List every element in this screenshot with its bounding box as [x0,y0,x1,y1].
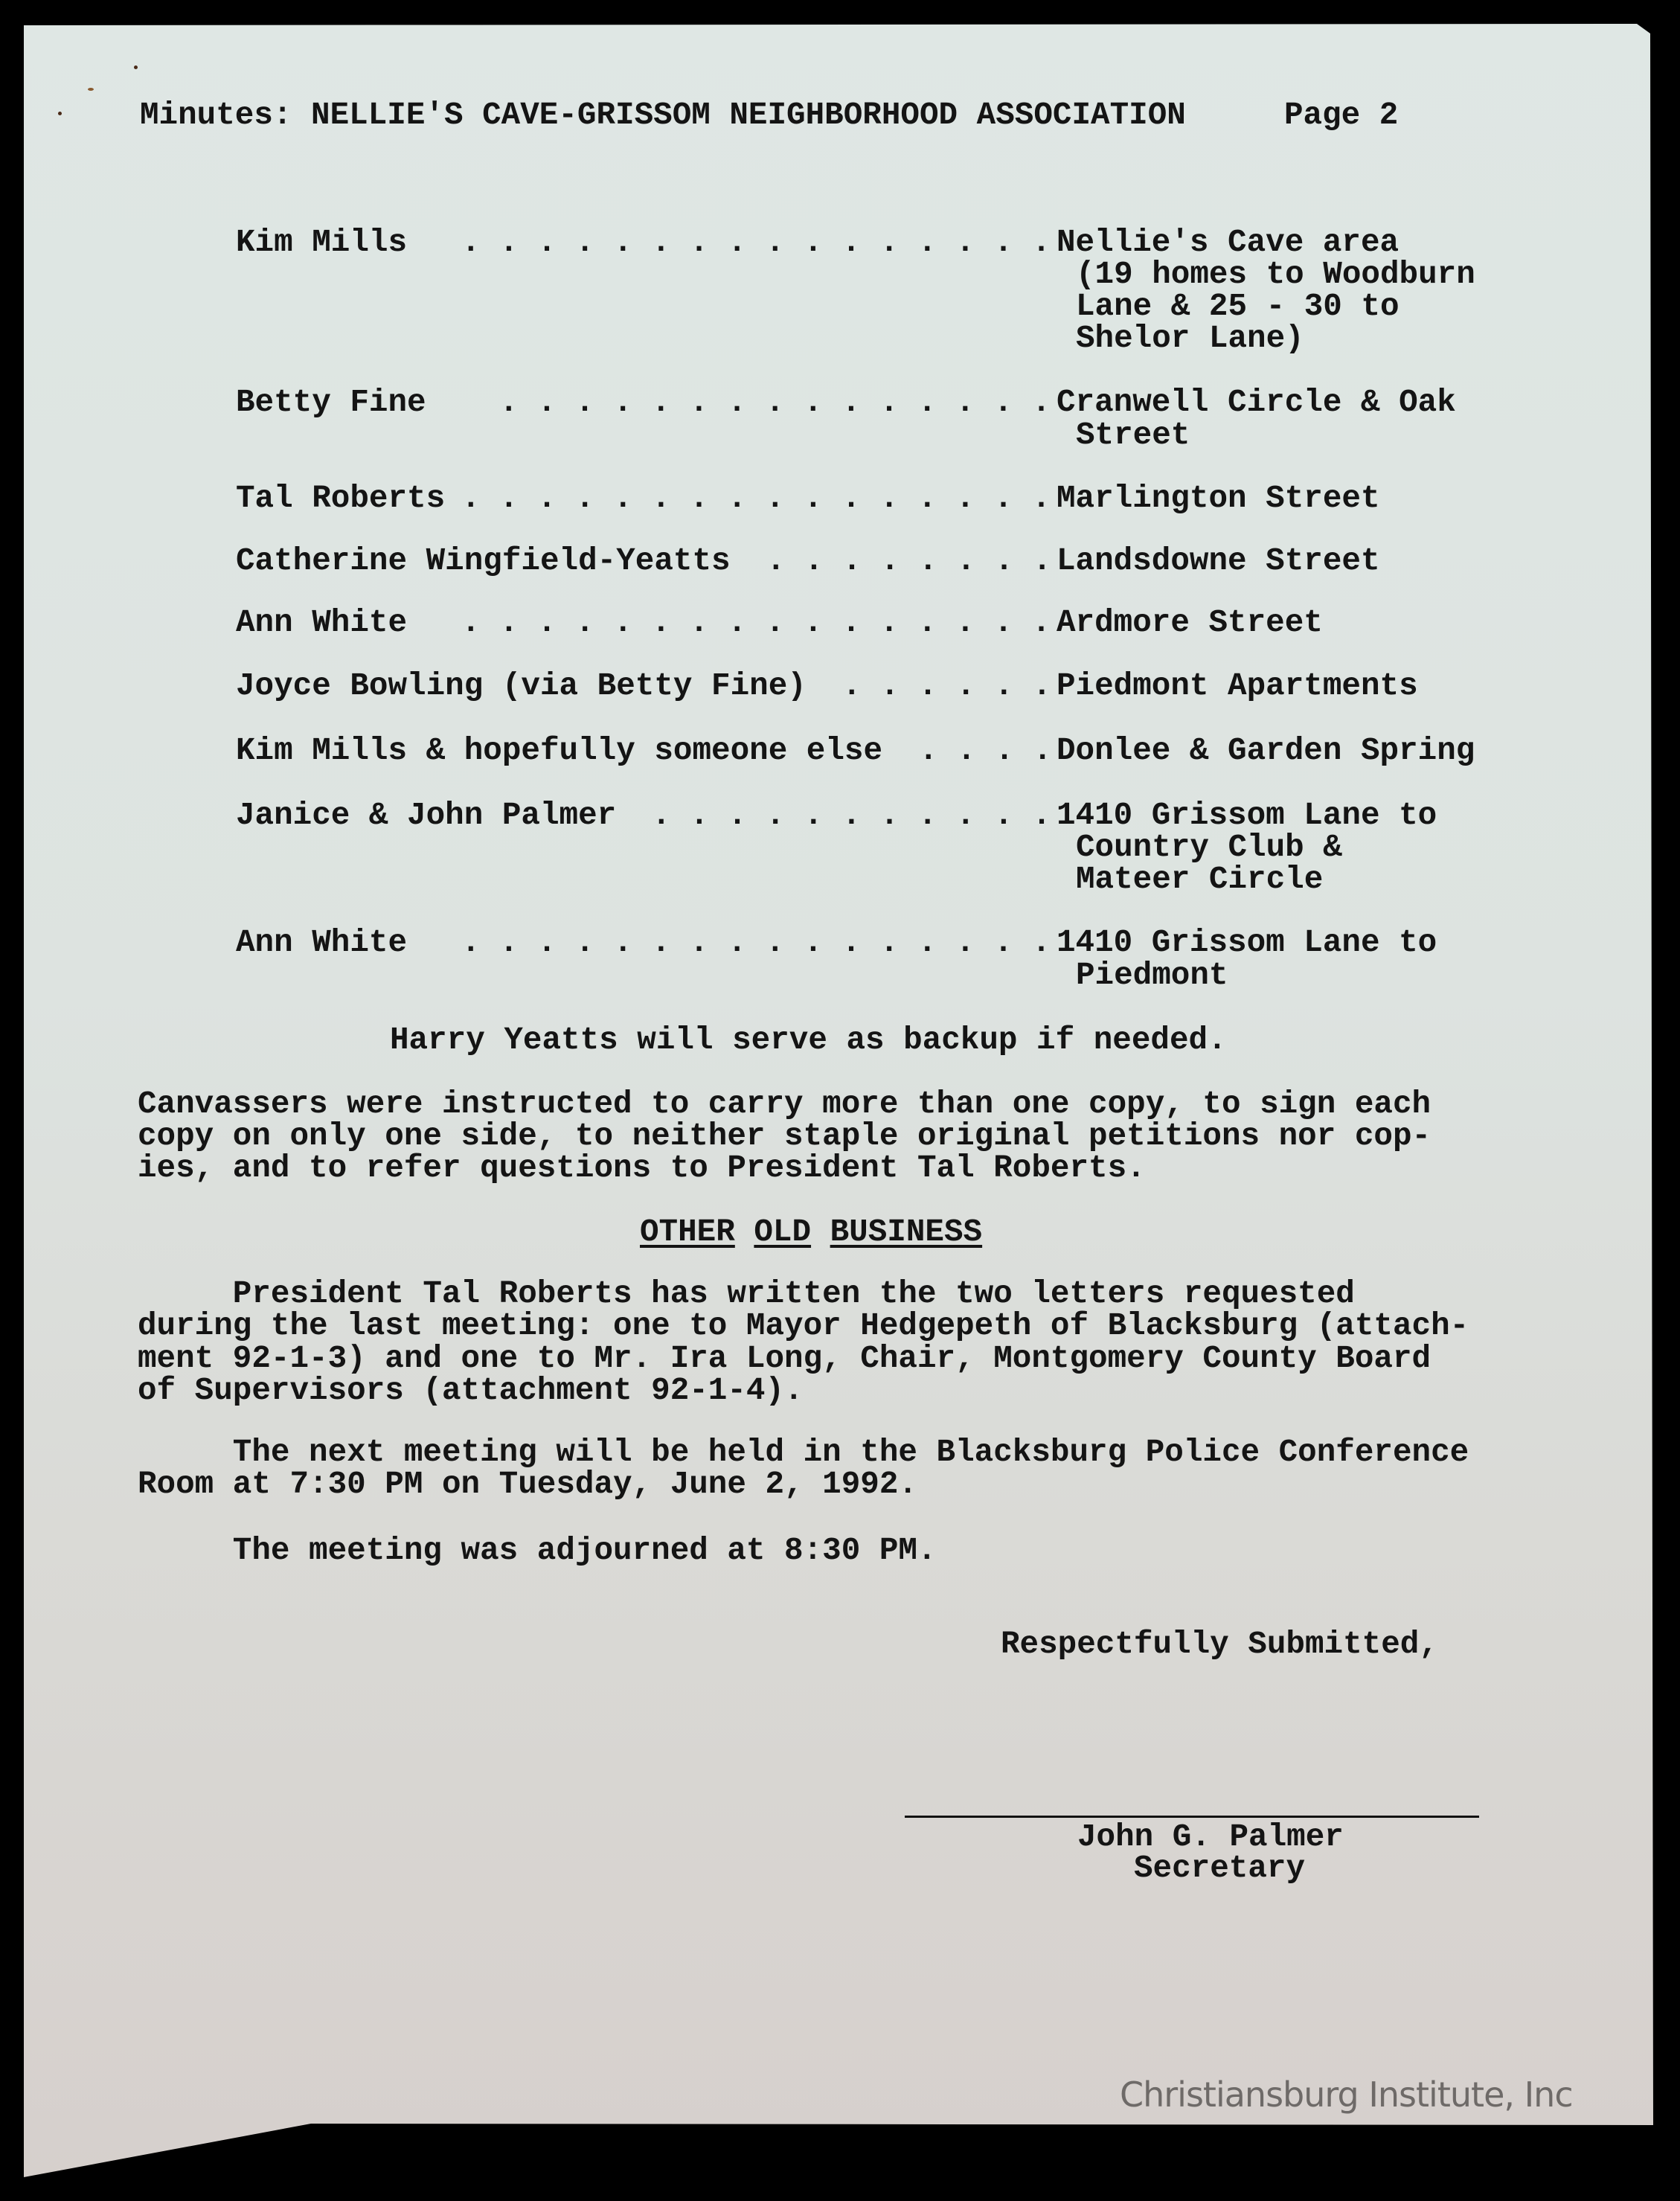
canvasser-name: Kim Mills & hopefully someone else [236,733,883,769]
canvass-area: Lane & 25 - 30 to [1076,289,1400,324]
page-number: Page 2 [1284,97,1399,133]
canvasser-name: Catherine Wingfield-Yeatts [236,543,731,579]
heading-word: OTHER [640,1214,735,1250]
signer-name: John G. Palmer [1077,1819,1344,1855]
dot-leader: . . . . . . . . [766,543,1052,579]
dot-leader: . . . . . . [842,668,1052,704]
header-title: Minutes: NELLIE'S CAVE-GRISSOM NEIGHBORHOOD ASSOCIATION [140,97,1186,133]
canvasser-name: Joyce Bowling (via Betty Fine) [236,668,807,704]
canvasser-name: Tal Roberts [236,481,446,516]
canvasser-name: Betty Fine [236,385,426,420]
dot-leader: . . . . . . . . . . . . . . . [499,385,1051,420]
dot-leader: . . . . . . . . . . . . . . . . [461,925,1051,961]
letters-paragraph-line: during the last meeting: one to Mayor Hedgepeth of Blacksburg (attach- [138,1308,1469,1344]
dot-leader: . . . . . . . . . . . . . . . . [461,605,1051,641]
letters-paragraph-line: President Tal Roberts has written the two letters requested [138,1276,1355,1312]
canvass-area: Mateer Circle [1076,862,1324,897]
section-heading [640,1214,983,1250]
canvassers-paragraph-line: ies, and to refer questions to President Tal Roberts. [138,1150,1146,1186]
signer-title: Secretary [1134,1851,1306,1886]
heading-word: OLD [754,1214,812,1250]
canvass-area: Donlee & Garden Spring [1057,733,1475,769]
paper-stain [88,88,94,91]
dot-leader: . . . . . . . . . . . . . . . . [461,481,1051,516]
heading-word: BUSINESS [830,1214,983,1250]
adjourned-line: The meeting was adjourned at 8:30 PM. [138,1533,937,1569]
backup-note: Harry Yeatts will serve as backup if needed. [390,1022,1227,1058]
canvasser-name: Ann White [236,925,408,961]
paper-speck [58,112,62,115]
dot-leader: . . . . [919,733,1052,769]
signature-line [905,1816,1479,1818]
canvass-area: Shelor Lane) [1076,321,1304,356]
dot-leader: . . . . . . . . . . . [652,798,1051,833]
canvass-area: Piedmont [1076,958,1228,993]
canvasser-name: Janice & John Palmer [236,798,617,833]
canvassers-paragraph-line: copy on only one side, to neither staple original petitions nor cop- [138,1118,1431,1154]
canvass-area: Landsdowne Street [1057,543,1380,579]
letters-paragraph-line: of Supervisors (attachment 92-1-4). [138,1373,804,1409]
next-meeting-line: The next meeting will be held in the Blacksburg Police Conference [138,1435,1469,1470]
canvasser-name: Kim Mills [236,225,408,260]
letters-paragraph-line: ment 92-1-3) and one to Mr. Ira Long, Chair, Montgomery County Board [138,1341,1431,1377]
watermark: Christiansburg Institute, Inc [1120,2075,1573,2115]
canvass-area: Marlington Street [1057,481,1380,516]
canvasser-name: Ann White [236,605,408,641]
canvass-area: Nellie's Cave area [1057,225,1400,260]
canvass-area: 1410 Grissom Lane to [1057,925,1437,961]
canvassers-paragraph-line: Canvassers were instructed to carry more than one copy, to sign each [138,1086,1431,1122]
next-meeting-line: Room at 7:30 PM on Tuesday, June 2, 1992. [138,1467,917,1502]
canvass-area: Country Club & [1076,830,1342,865]
canvass-area: Cranwell Circle & Oak [1057,385,1456,420]
closing: Respectfully Submitted, [1001,1627,1438,1662]
canvass-area: Ardmore Street [1057,605,1323,641]
canvass-area: (19 homes to Woodburn [1076,257,1475,292]
dot-leader: . . . . . . . . . . . . . . . . [461,225,1051,260]
paper-speck [134,65,138,69]
canvass-area: Street [1076,417,1190,453]
canvass-area: Piedmont Apartments [1057,668,1418,704]
canvass-area: 1410 Grissom Lane to [1057,798,1437,833]
